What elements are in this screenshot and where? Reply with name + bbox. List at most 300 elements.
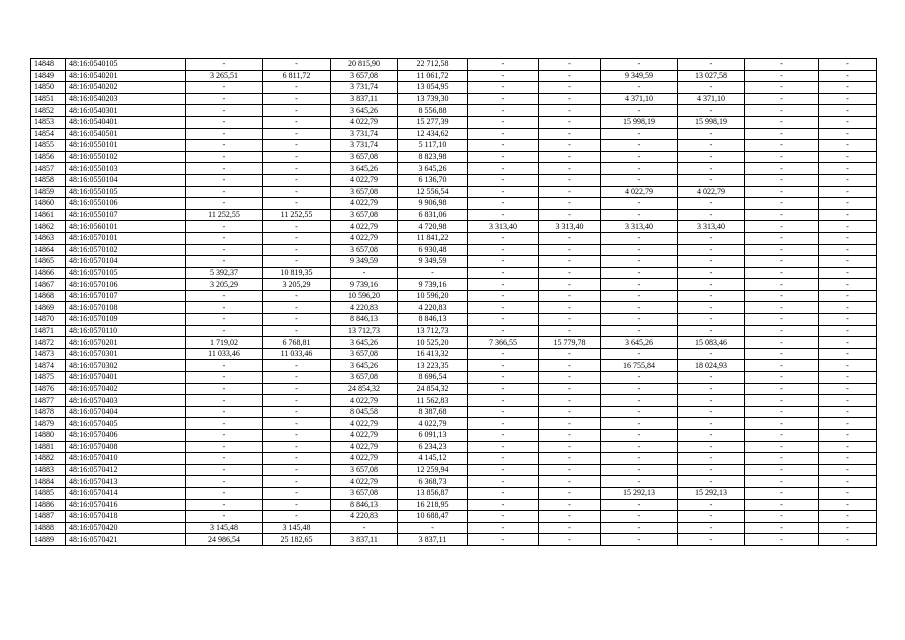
cadastral-number-cell: 48:16:0570105 bbox=[66, 267, 186, 279]
value-cell: - bbox=[263, 290, 331, 302]
value-cell: 13 856,87 bbox=[398, 487, 468, 499]
value-cell: 16 755,84 bbox=[601, 360, 678, 372]
value-cell: - bbox=[819, 511, 877, 523]
row-number-cell: 14879 bbox=[31, 418, 66, 430]
cadastral-number-cell: 48:16:0570201 bbox=[66, 337, 186, 349]
value-cell: - bbox=[601, 314, 678, 326]
value-cell: - bbox=[819, 372, 877, 384]
table-row bbox=[31, 163, 877, 175]
value-cell: - bbox=[539, 418, 601, 430]
value-cell: - bbox=[678, 430, 745, 442]
cadastral-number-cell: 48:16:0570416 bbox=[66, 499, 186, 511]
value-cell: 3 645,26 bbox=[398, 163, 468, 175]
value-cell: 22 712,58 bbox=[398, 59, 468, 71]
value-cell: - bbox=[601, 418, 678, 430]
value-cell: - bbox=[186, 406, 263, 418]
value-cell: - bbox=[819, 314, 877, 326]
value-cell: - bbox=[186, 151, 263, 163]
value-cell: 11 033,46 bbox=[263, 348, 331, 360]
value-cell: - bbox=[468, 487, 539, 499]
value-cell: - bbox=[819, 174, 877, 186]
table-row bbox=[31, 511, 877, 523]
value-cell: 10 819,35 bbox=[263, 267, 331, 279]
value-cell: - bbox=[263, 82, 331, 94]
value-cell: 4 022,79 bbox=[331, 395, 398, 407]
value-cell: - bbox=[263, 476, 331, 488]
value-cell: - bbox=[539, 186, 601, 198]
value-cell: 3 265,51 bbox=[186, 70, 263, 82]
value-cell: - bbox=[678, 348, 745, 360]
value-cell: - bbox=[819, 70, 877, 82]
value-cell: - bbox=[678, 372, 745, 384]
value-cell: - bbox=[186, 128, 263, 140]
value-cell: - bbox=[745, 244, 819, 256]
value-cell: - bbox=[186, 383, 263, 395]
table-row bbox=[31, 221, 877, 233]
value-cell: - bbox=[745, 476, 819, 488]
value-cell: - bbox=[468, 209, 539, 221]
value-cell: - bbox=[539, 406, 601, 418]
value-cell: - bbox=[601, 511, 678, 523]
row-number-cell: 14865 bbox=[31, 256, 66, 268]
cadastral-number-cell: 48:16:0550105 bbox=[66, 186, 186, 198]
value-cell: - bbox=[678, 511, 745, 523]
value-cell: 3 313,40 bbox=[468, 221, 539, 233]
value-cell: - bbox=[186, 418, 263, 430]
cadastral-number-cell: 48:16:0540201 bbox=[66, 70, 186, 82]
value-cell: 3 645,26 bbox=[331, 163, 398, 175]
cadastral-number-cell: 48:16:0570109 bbox=[66, 314, 186, 326]
value-cell: - bbox=[819, 198, 877, 210]
value-cell: - bbox=[678, 395, 745, 407]
table-row bbox=[31, 360, 877, 372]
table-row bbox=[31, 441, 877, 453]
value-cell: 9 739,16 bbox=[398, 279, 468, 291]
value-cell: - bbox=[263, 59, 331, 71]
value-cell: - bbox=[398, 522, 468, 534]
value-cell: 3 837,11 bbox=[331, 534, 398, 546]
row-number-cell: 14864 bbox=[31, 244, 66, 256]
value-cell: 9 906,98 bbox=[398, 198, 468, 210]
value-cell: - bbox=[539, 151, 601, 163]
value-cell: - bbox=[819, 441, 877, 453]
value-cell: - bbox=[263, 325, 331, 337]
value-cell: - bbox=[678, 383, 745, 395]
value-cell: - bbox=[745, 59, 819, 71]
value-cell: - bbox=[678, 279, 745, 291]
value-cell: - bbox=[539, 383, 601, 395]
value-cell: - bbox=[678, 151, 745, 163]
value-cell: 4 022,79 bbox=[331, 441, 398, 453]
value-cell: - bbox=[468, 522, 539, 534]
value-cell: - bbox=[186, 82, 263, 94]
value-cell: 6 831,06 bbox=[398, 209, 468, 221]
table-row bbox=[31, 406, 877, 418]
value-cell: - bbox=[678, 441, 745, 453]
value-cell: - bbox=[678, 209, 745, 221]
value-cell: - bbox=[263, 105, 331, 117]
value-cell: - bbox=[819, 406, 877, 418]
value-cell: 13 739,30 bbox=[398, 93, 468, 105]
cadastral-number-cell: 48:16:0550103 bbox=[66, 163, 186, 175]
table-row bbox=[31, 128, 877, 140]
cadastral-number-cell: 48:16:0560101 bbox=[66, 221, 186, 233]
value-cell: 11 252,55 bbox=[263, 209, 331, 221]
row-number-cell: 14875 bbox=[31, 372, 66, 384]
row-number-cell: 14858 bbox=[31, 174, 66, 186]
value-cell: - bbox=[601, 140, 678, 152]
row-number-cell: 14857 bbox=[31, 163, 66, 175]
value-cell: - bbox=[186, 395, 263, 407]
value-cell: - bbox=[819, 279, 877, 291]
value-cell: - bbox=[468, 372, 539, 384]
value-cell: - bbox=[601, 232, 678, 244]
table-row bbox=[31, 140, 877, 152]
value-cell: - bbox=[601, 82, 678, 94]
value-cell: - bbox=[678, 302, 745, 314]
value-cell: - bbox=[263, 418, 331, 430]
cadastral-number-cell: 48:16:0570104 bbox=[66, 256, 186, 268]
value-cell: - bbox=[186, 314, 263, 326]
value-cell: - bbox=[819, 337, 877, 349]
value-cell: - bbox=[539, 534, 601, 546]
row-number-cell: 14851 bbox=[31, 93, 66, 105]
value-cell: 6 136,70 bbox=[398, 174, 468, 186]
value-cell: - bbox=[186, 360, 263, 372]
value-cell: 4 220,83 bbox=[331, 302, 398, 314]
value-cell: 13 054,95 bbox=[398, 82, 468, 94]
table-row bbox=[31, 244, 877, 256]
value-cell: - bbox=[186, 372, 263, 384]
value-cell: - bbox=[468, 302, 539, 314]
table-row bbox=[31, 418, 877, 430]
row-number-cell: 14849 bbox=[31, 70, 66, 82]
value-cell: - bbox=[819, 290, 877, 302]
value-cell: 3 205,29 bbox=[263, 279, 331, 291]
value-cell: 3 657,08 bbox=[331, 186, 398, 198]
value-cell: - bbox=[678, 198, 745, 210]
value-cell: - bbox=[678, 105, 745, 117]
cadastral-number-cell: 48:16:0570108 bbox=[66, 302, 186, 314]
value-cell: 3 657,08 bbox=[331, 348, 398, 360]
value-cell: - bbox=[186, 290, 263, 302]
value-cell: - bbox=[745, 256, 819, 268]
value-cell: - bbox=[819, 209, 877, 221]
value-cell: - bbox=[539, 232, 601, 244]
value-cell: - bbox=[263, 383, 331, 395]
value-cell: - bbox=[819, 360, 877, 372]
value-cell: 15 277,39 bbox=[398, 116, 468, 128]
value-cell: - bbox=[601, 499, 678, 511]
value-cell: - bbox=[468, 198, 539, 210]
value-cell: - bbox=[539, 314, 601, 326]
value-cell: 15 083,46 bbox=[678, 337, 745, 349]
cadastral-number-cell: 48:16:0570402 bbox=[66, 383, 186, 395]
value-cell: - bbox=[745, 430, 819, 442]
table-row bbox=[31, 487, 877, 499]
value-cell: 10 596,20 bbox=[331, 290, 398, 302]
value-cell: - bbox=[745, 441, 819, 453]
value-cell: - bbox=[263, 198, 331, 210]
cadastral-number-cell: 48:16:0570413 bbox=[66, 476, 186, 488]
value-cell: - bbox=[186, 244, 263, 256]
table-row bbox=[31, 534, 877, 546]
value-cell: - bbox=[186, 476, 263, 488]
value-cell: - bbox=[263, 314, 331, 326]
cadastral-number-cell: 48:16:0570107 bbox=[66, 290, 186, 302]
value-cell: - bbox=[678, 406, 745, 418]
table-row bbox=[31, 383, 877, 395]
value-cell: 4 022,79 bbox=[601, 186, 678, 198]
value-cell: 3 731,74 bbox=[331, 82, 398, 94]
value-cell: 3 145,48 bbox=[186, 522, 263, 534]
value-cell: - bbox=[745, 174, 819, 186]
value-cell: - bbox=[601, 441, 678, 453]
row-number-cell: 14877 bbox=[31, 395, 66, 407]
value-cell: 4 022,79 bbox=[331, 174, 398, 186]
value-cell: - bbox=[468, 325, 539, 337]
value-cell: - bbox=[468, 93, 539, 105]
value-cell: - bbox=[539, 325, 601, 337]
table-row bbox=[31, 82, 877, 94]
value-cell: - bbox=[263, 128, 331, 140]
row-number-cell: 14870 bbox=[31, 314, 66, 326]
value-cell: - bbox=[601, 59, 678, 71]
value-cell: - bbox=[678, 325, 745, 337]
value-cell: - bbox=[601, 348, 678, 360]
value-cell: - bbox=[539, 267, 601, 279]
value-cell: - bbox=[678, 244, 745, 256]
row-number-cell: 14856 bbox=[31, 151, 66, 163]
value-cell: - bbox=[331, 267, 398, 279]
value-cell: 3 645,26 bbox=[331, 360, 398, 372]
value-cell: - bbox=[539, 290, 601, 302]
value-cell: - bbox=[819, 140, 877, 152]
value-cell: 13 712,73 bbox=[331, 325, 398, 337]
value-cell: - bbox=[745, 93, 819, 105]
value-cell: 9 349,59 bbox=[331, 256, 398, 268]
value-cell: 20 815,90 bbox=[331, 59, 398, 71]
value-cell: - bbox=[819, 105, 877, 117]
value-cell: - bbox=[678, 499, 745, 511]
value-cell: - bbox=[819, 128, 877, 140]
value-cell: 4 022,79 bbox=[331, 232, 398, 244]
value-cell: - bbox=[468, 290, 539, 302]
value-cell: - bbox=[745, 82, 819, 94]
value-cell: - bbox=[601, 209, 678, 221]
row-number-cell: 14862 bbox=[31, 221, 66, 233]
value-cell: - bbox=[745, 279, 819, 291]
cadastral-number-cell: 48:16:0570418 bbox=[66, 511, 186, 523]
value-cell: - bbox=[745, 70, 819, 82]
value-cell: 3 657,08 bbox=[331, 487, 398, 499]
value-cell: - bbox=[539, 174, 601, 186]
value-cell: - bbox=[468, 267, 539, 279]
value-cell: - bbox=[745, 140, 819, 152]
value-cell: 8 045,58 bbox=[331, 406, 398, 418]
value-cell: 6 930,48 bbox=[398, 244, 468, 256]
value-cell: - bbox=[539, 487, 601, 499]
table-row bbox=[31, 232, 877, 244]
value-cell: - bbox=[745, 290, 819, 302]
value-cell: - bbox=[539, 140, 601, 152]
data-table bbox=[30, 58, 877, 546]
value-cell: - bbox=[539, 93, 601, 105]
value-cell: - bbox=[819, 522, 877, 534]
value-cell: - bbox=[819, 325, 877, 337]
value-cell: 10 525,20 bbox=[398, 337, 468, 349]
table-row bbox=[31, 372, 877, 384]
value-cell: - bbox=[745, 372, 819, 384]
cadastral-number-cell: 48:16:0570408 bbox=[66, 441, 186, 453]
value-cell: - bbox=[745, 418, 819, 430]
cadastral-number-cell: 48:16:0550106 bbox=[66, 198, 186, 210]
value-cell: - bbox=[601, 430, 678, 442]
table-row bbox=[31, 476, 877, 488]
value-cell: - bbox=[186, 140, 263, 152]
table-row bbox=[31, 302, 877, 314]
row-number-cell: 14886 bbox=[31, 499, 66, 511]
value-cell: - bbox=[678, 256, 745, 268]
value-cell: - bbox=[601, 395, 678, 407]
value-cell: - bbox=[468, 128, 539, 140]
value-cell: 10 688,47 bbox=[398, 511, 468, 523]
value-cell: 24 854,32 bbox=[398, 383, 468, 395]
value-cell: 12 434,62 bbox=[398, 128, 468, 140]
value-cell: - bbox=[468, 383, 539, 395]
value-cell: - bbox=[745, 186, 819, 198]
value-cell: - bbox=[263, 232, 331, 244]
value-cell: - bbox=[678, 314, 745, 326]
value-cell: 4 022,79 bbox=[331, 116, 398, 128]
value-cell: - bbox=[745, 128, 819, 140]
value-cell: 8 556,88 bbox=[398, 105, 468, 117]
row-number-cell: 14889 bbox=[31, 534, 66, 546]
value-cell: - bbox=[186, 511, 263, 523]
value-cell: - bbox=[468, 464, 539, 476]
value-cell: - bbox=[745, 232, 819, 244]
value-cell: 11 841,22 bbox=[398, 232, 468, 244]
value-cell: - bbox=[601, 279, 678, 291]
row-number-cell: 14876 bbox=[31, 383, 66, 395]
value-cell: - bbox=[678, 453, 745, 465]
value-cell: 15 292,13 bbox=[678, 487, 745, 499]
value-cell: - bbox=[745, 163, 819, 175]
value-cell: - bbox=[601, 163, 678, 175]
value-cell: - bbox=[678, 59, 745, 71]
table-row bbox=[31, 198, 877, 210]
value-cell: 4 145,12 bbox=[398, 453, 468, 465]
table-row bbox=[31, 59, 877, 71]
value-cell: - bbox=[819, 476, 877, 488]
row-number-cell: 14882 bbox=[31, 453, 66, 465]
value-cell: 3 145,48 bbox=[263, 522, 331, 534]
value-cell: - bbox=[819, 534, 877, 546]
value-cell: - bbox=[468, 174, 539, 186]
value-cell: 4 022,79 bbox=[331, 198, 398, 210]
row-number-cell: 14888 bbox=[31, 522, 66, 534]
table-row bbox=[31, 499, 877, 511]
table-row bbox=[31, 522, 877, 534]
value-cell: - bbox=[745, 348, 819, 360]
value-cell: - bbox=[539, 256, 601, 268]
value-cell: - bbox=[601, 464, 678, 476]
value-cell: - bbox=[678, 174, 745, 186]
value-cell: - bbox=[601, 290, 678, 302]
value-cell: - bbox=[263, 372, 331, 384]
value-cell: - bbox=[468, 82, 539, 94]
value-cell: - bbox=[263, 221, 331, 233]
value-cell: - bbox=[819, 116, 877, 128]
value-cell: - bbox=[468, 499, 539, 511]
value-cell: - bbox=[745, 337, 819, 349]
value-cell: 4 220,83 bbox=[331, 511, 398, 523]
value-cell: - bbox=[468, 395, 539, 407]
row-number-cell: 14878 bbox=[31, 406, 66, 418]
value-cell: - bbox=[745, 105, 819, 117]
value-cell: - bbox=[468, 163, 539, 175]
value-cell: 7 366,55 bbox=[468, 337, 539, 349]
value-cell: - bbox=[186, 453, 263, 465]
value-cell: - bbox=[601, 267, 678, 279]
value-cell: 3 645,26 bbox=[601, 337, 678, 349]
value-cell: 3 657,08 bbox=[331, 464, 398, 476]
value-cell: - bbox=[745, 464, 819, 476]
row-number-cell: 14884 bbox=[31, 476, 66, 488]
value-cell: 5 392,37 bbox=[186, 267, 263, 279]
value-cell: - bbox=[539, 453, 601, 465]
value-cell: 4 371,10 bbox=[678, 93, 745, 105]
cadastral-number-cell: 48:16:0540401 bbox=[66, 116, 186, 128]
value-cell: - bbox=[263, 151, 331, 163]
value-cell: - bbox=[468, 244, 539, 256]
value-cell: - bbox=[819, 93, 877, 105]
row-number-cell: 14850 bbox=[31, 82, 66, 94]
value-cell: - bbox=[468, 186, 539, 198]
value-cell: - bbox=[745, 522, 819, 534]
value-cell: 4 022,79 bbox=[331, 430, 398, 442]
value-cell: - bbox=[539, 116, 601, 128]
table-row bbox=[31, 314, 877, 326]
cadastral-number-cell: 48:16:0570101 bbox=[66, 232, 186, 244]
value-cell: - bbox=[678, 128, 745, 140]
value-cell: 6 811,72 bbox=[263, 70, 331, 82]
value-cell: - bbox=[819, 430, 877, 442]
value-cell: - bbox=[745, 116, 819, 128]
value-cell: - bbox=[745, 453, 819, 465]
value-cell: - bbox=[601, 244, 678, 256]
cadastral-number-cell: 48:16:0570403 bbox=[66, 395, 186, 407]
value-cell: 3 837,11 bbox=[331, 93, 398, 105]
value-cell: - bbox=[186, 499, 263, 511]
cadastral-number-cell: 48:16:0540501 bbox=[66, 128, 186, 140]
cadastral-number-cell: 48:16:0540203 bbox=[66, 93, 186, 105]
value-cell: - bbox=[601, 151, 678, 163]
value-cell: - bbox=[331, 522, 398, 534]
cadastral-number-cell: 48:16:0540202 bbox=[66, 82, 186, 94]
value-cell: - bbox=[263, 116, 331, 128]
value-cell: - bbox=[745, 314, 819, 326]
cadastral-number-cell: 48:16:0570410 bbox=[66, 453, 186, 465]
value-cell: - bbox=[186, 232, 263, 244]
value-cell: 8 846,13 bbox=[398, 314, 468, 326]
value-cell: - bbox=[468, 105, 539, 117]
value-cell: - bbox=[745, 151, 819, 163]
row-number-cell: 14881 bbox=[31, 441, 66, 453]
value-cell: - bbox=[539, 128, 601, 140]
value-cell: - bbox=[186, 198, 263, 210]
row-number-cell: 14867 bbox=[31, 279, 66, 291]
